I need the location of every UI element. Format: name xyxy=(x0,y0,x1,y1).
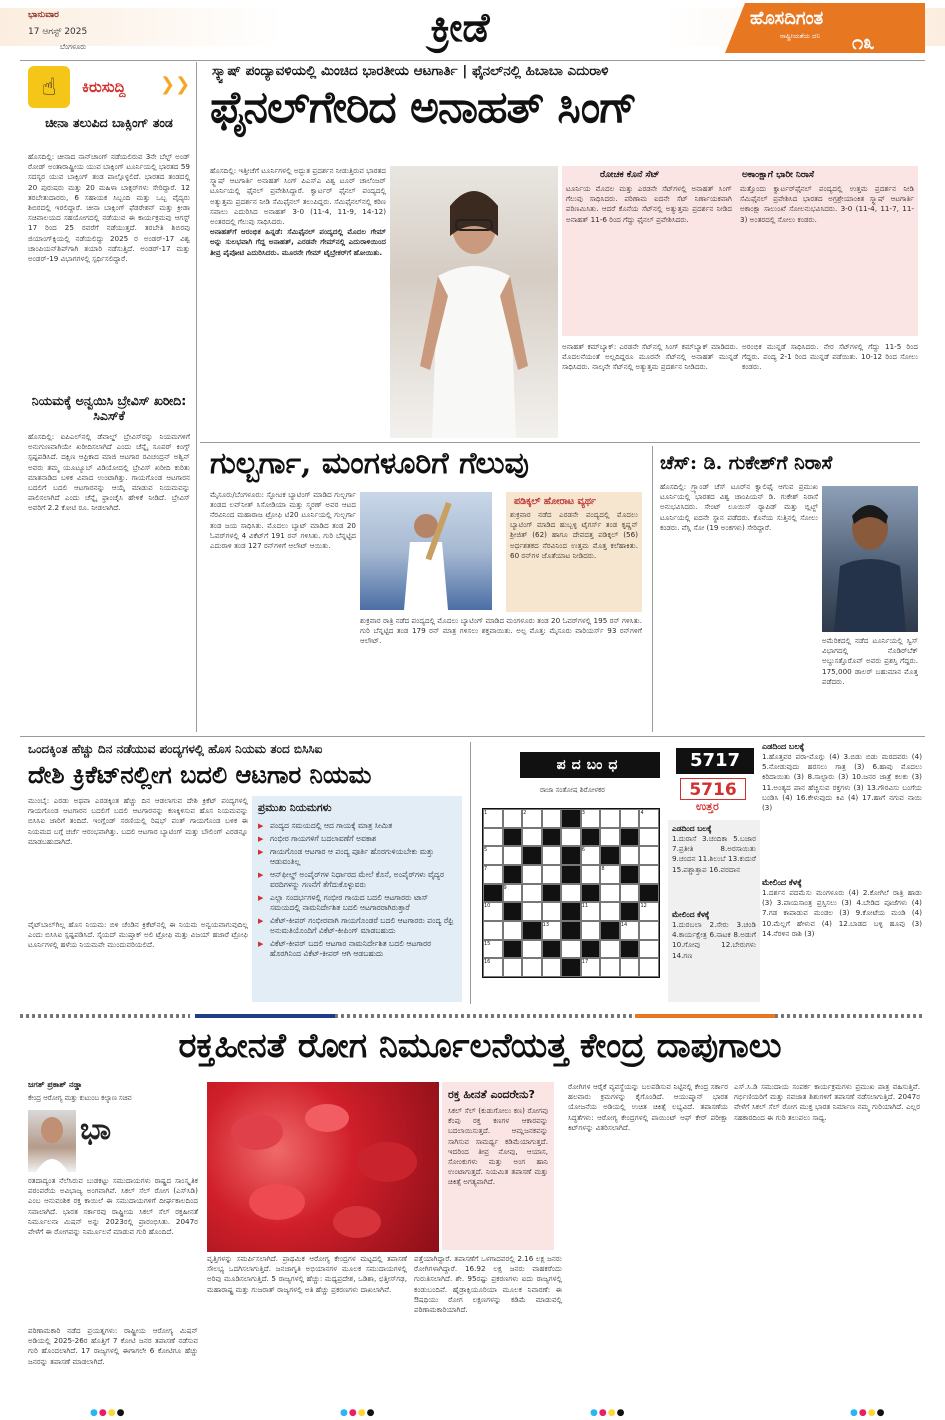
newspaper-logo: ಹೊಸದಿಗಂತ xyxy=(750,8,824,29)
brief-headline: ಚೀನಾ ತಲುಪಿದ ಬಾಕ್ಸಿಂಗ್ ತಂಡ xyxy=(45,115,173,130)
story-body: ವೈಟ್‌ಬಾಲ್‌ಗಿಲ್ಲ ಹೊಸ ನಿಯಮ: ಬಿಳಿ ಚೆಂಡಿನ ಕ್ರಿಕೆಟ್‌ನಲ್ಲಿ ಈ ನಿಯಮ ಅನ್ವಯವಾಗುವುದಿಲ್ಲ ಎಂದು ಬಿಸಿಸಿಐ ಸ್ಪಷ್ಟಪಡಿಸಿದೆ. ಸೈಯದ್ ಮುಷ್ತಾಕ್ ಅಲಿ ಟ್ರೋಫಿ ಮತ್ತು ವಿಜಯ್ ಹಜಾರೆ ಟ್ರೋಫಿ ಟೂರ್ನಿಗಳಲ್ಲಿ ಹಳೆಯ ನಿಯಮವೇ ಮುಂದುವರಿಯಲಿದೆ. xyxy=(28,920,248,950)
author-title: ಕೇಂದ್ರ ಆರೋಗ್ಯ ಮತ್ತು ಕುಟುಂಬ ಕಲ್ಯಾಣ ಸಚಿವ xyxy=(28,1094,132,1102)
crossword-block xyxy=(620,865,640,884)
rule-item: ▶ ಪಂದ್ಯದ ಸಮಯದಲ್ಲಿ ಆದ ಗಾಯಕ್ಕೆ ಮಾತ್ರ ಸೀಮಿತ xyxy=(258,821,456,831)
story-body: ವೃತ್ತಿಗಳನ್ನು ಸಮರ್ಪಿಸಲಾಗಿದೆ. ಪ್ರಾಥಮಿಕ ಆರೋಗ್ಯ ಕೇಂದ್ರಗಳ ಮಟ್ಟದಲ್ಲಿ ತಪಾಸಣೆ ಸೌಲಭ್ಯ ಒದಗಿಸಲಾಗುತ್ತಿದೆ. ಜನಜಾಗೃತಿ ಅಭಿಯಾನಗಳ ಮೂಲಕ ಸಮುದಾಯಗಳಲ್ಲಿ ಅರಿವು ಮೂಡಿಸಲಾಗುತ್ತಿದೆ. 5 ರಾಜ್ಯಗಳಲ್ಲಿ ಹೆಚ್ಚು: ಮಧ್ಯಪ್ರದೇಶ, ಒಡಿಶಾ, ಛತ್ತೀಸ್‌ಗಢ, ಮಹಾರಾಷ್ಟ್ರ ಮತ್ತು ಗುಜರಾತ್ ರಾಜ್ಯಗಳಲ್ಲಿ ಅತಿ ಹೆಚ್ಚು ಪ್ರಕರಣಗಳು ದಾಖಲಾಗಿವೆ. xyxy=(207,1254,407,1294)
print-registration-marks: ●●●● xyxy=(90,1408,126,1418)
answers-across-title: ಎಡದಿಂದ ಬಲಕ್ಕೆ xyxy=(672,824,712,833)
crossword-cell[interactable] xyxy=(542,809,562,828)
rule-item: ▶ ಎಲ್ಲಾ ಸಂದರ್ಭಗಳಲ್ಲಿ ಗಂಭೀರ ಗಾಯದ ಬದಲಿ ಆಟಗಾರರು ಟಾಸ್ ಸಮಯದಲ್ಲಿ ನಾಮನಿರ್ದೇಶಿತ ಬದಲಿ ಆಟಗಾರರಾಗಿರುತ್ತಾರೆ xyxy=(258,893,456,913)
clues-column xyxy=(762,742,922,1004)
crossword-cell[interactable] xyxy=(561,828,581,847)
story-body: ಎಸ್.ಸಿ.ಡಿ ಸಮುದಾಯ ಸಂಪರ್ಕ ಕಾರ್ಯಕ್ರಮಗಳು ಪ್ರಮುಖ ಪಾತ್ರ ವಹಿಸುತ್ತಿವೆ. ಗರ್ಭಿಣಿಯರಿಗೆ ಮತ್ತು ನವಜಾತ ಶಿಶುಗಳಿಗೆ ತಪಾಸಣೆ ನಡೆಸಲಾಗುತ್ತಿದೆ. 2047ರ ವೇಳೆಗೆ ಸಿಕಲ್ ಸೆಲ್ ರೋಗ ಮುಕ್ತ ಭಾರತ ನಿರ್ಮಾಣ ನಮ್ಮ ಗುರಿಯಾಗಿದೆ. ಎಲ್ಲರ ಸಹಕಾರದಿಂದ ಈ ಗುರಿ ತಲುಪಲು ಸಾಧ್ಯ. xyxy=(734,1082,920,1122)
header-day: ಭಾನುವಾರ xyxy=(28,10,59,20)
crossword-block xyxy=(503,940,523,959)
crossword-cell[interactable] xyxy=(600,940,620,959)
sidebar-body: ಟೂರ್ನಿಯ ಮೊದಲ ಮತ್ತು ಎರಡನೇ ಸೆಟ್‌ಗಳಲ್ಲಿ ಅನಾಹತ್ ಸಿಂಗ್ ಗೆಲುವು ಸಾಧಿಸಿದರು. ಪರಿಣಾಮ ಐದನೇ ಸೆಟ್ ನಿರ್ಣಾಯಕವಾಗಿ ಪರಿಣಮಿಸಿತು. ಆದರೆ ಕೊನೆಯ ಸೆಟ್‌ನಲ್ಲಿ ಅತ್ಯುತ್ತಮ ಪ್ರದರ್ಶನ ನೀಡಿದ ಅನಾಹತ್ 11-6 ರಿಂದ ಗೆದ್ದು ಫೈನಲ್ ಪ್ರವೇಶಿಸಿದರು. xyxy=(566,184,732,224)
lead-body: ಅರಂಭಿಕ ಮುನ್ನಡೆ ಸಾಧಿಸಿದರು. ನೇರ ಸೆಟ್‌ಗಳಲ್ಲಿ ಗೆದ್ದು 11-5 ರಿಂದ ಗೆದ್ದರು. ಪಂದ್ಯ 2-1 ರಿಂದ ಮುನ್ನಡೆ ಪಡೆಯಿತು. 10-12 ರಿಂದ ಸೋಲು ಕಂಡರು. xyxy=(742,342,918,372)
story-headline: ರಕ್ತಹೀನತೆ ರೋಗ ನಿರ್ಮೂಲನೆಯತ್ತ ಕೇಂದ್ರ ದಾಪುಗಾಲು xyxy=(178,1026,782,1066)
clues-across: 1.ಹೊತ್ತವರ ಪರಾ-ಮೊಗ್ಗು (4) 3.ಬಿಡು ಬಿಡು ಮರದವರು (4) 5.ನೋಡುವುದು ಹರಸಲು ಗಾತ್ರ (3) 6.ಹಾವು ಮೊದಲು ಕಿರಿದಾಯಿತು (3) 8.ಸಾಲ್ಟಾರು (3) 10.ಜನರ ಜಾತ್ರೆ ಕಲಕು (3) 11.ಅಂತ್ಯದ ಪಾನ ಹೆಚ್ಚಿಸುವ ರಕ್ತಗಳು (3) 13.ಗೌರವಿಸು ಬಂಗೆಯ ಬಂಡಿಸಿ (4) 16.ಕೇಳುವುದು ಕಿವಿ (4) 17.ಹಾಗೆ ನಗುವ ನಾಯಿ (3) xyxy=(762,752,922,813)
crossword-cell[interactable] xyxy=(483,921,503,940)
crossword-cell[interactable]: 5 xyxy=(483,846,503,865)
crossword-block xyxy=(581,940,601,959)
crossword-cell[interactable] xyxy=(522,940,542,959)
column-divider xyxy=(652,446,653,732)
crossword-block xyxy=(542,884,562,903)
crossword-block xyxy=(561,846,581,865)
brief-body: ಹೊಸದಿಲ್ಲಿ: ಚೀನಾದ ನಾನ್‌ಚಾಂಗ್ ನಡೆಯಲಿರುವ 3ನೇ ಬೆಲ್ಟ್ ಅಂಡ್ ರೋಡ್ ಅಂತಾರಾಷ್ಟ್ರೀಯ ಯುವ ಬಾಕ್ಸಿಂಗ್ ಟೂರ್ನಿಯಲ್ಲಿ ಭಾರತದ 59 ಸದಸ್ಯರ ಯುವ ಬಾಕ್ಸಿಂಗ್ ತಂಡ ಪಾಲ್ಗೊಳ್ಳಲಿದೆ. ಭಾರತದ ತಂಡದಲ್ಲಿ 20 ಪುರುಷರು ಮತ್ತು 20 ಮಹಿಳಾ ಬಾಕ್ಸರ್‌ಗಳು ಸೇರಿದ್ದಾರೆ. 12 ತರಬೇತುದಾರರು, 6 ಸಹಾಯಕ ಸಿಬ್ಬಂದಿ ಮತ್ತು ಒಬ್ಬ ವೈದ್ಯರು ಶಿಬಿರದಲ್ಲಿ ಇರಲಿದ್ದಾರೆ. ಚೀನಾ ಬಾಕ್ಸಿಂಗ್ ಫೆಡರೇಶನ್ ಮತ್ತು ಕ್ರೀಡಾ ಸಚಿವಾಲಯದ ಸಹಯೋಗದಲ್ಲಿ ನಡೆಯುವ ಈ ಕಾರ್ಯಕ್ರಮವು ಆಗಸ್ಟ್ 17 ರಿಂದ 25 ರವರೆಗೆ ನಡೆಯುತ್ತದೆ. ತರಬೇತಿ ಶಿಬಿರವು ಜಿಯಾಂಗ್‌ಕ್ಸಿಯಲ್ಲಿ ನಡೆಯಲಿದ್ದು 2025 ರ ಅಂಡರ್-17 ವಿಶ್ವ ಚಾಂಪಿಯನ್‌ಶಿಪ್‌ಗಾಗಿ ತಯಾರಿ ನಡೆಸುತ್ತಿದೆ. ಅಂಡರ್-17 ಮತ್ತು ಅಂಡರ್-19 ವಿಭಾಗಗಳಲ್ಲಿ ಸ್ಪರ್ಧಿಸಲಿದ್ದಾರೆ. xyxy=(28,152,190,264)
clues-across-title: ಎಡದಿಂದ ಬಲಕ್ಕೆ xyxy=(762,742,805,751)
crossword-cell[interactable] xyxy=(639,828,659,847)
anemia-sidebar xyxy=(442,1082,554,1250)
crossword-block xyxy=(561,958,581,977)
crossword-cell[interactable] xyxy=(503,958,523,977)
lead-kicker: ಸ್ಕ್ವಾಷ್ ಪಂದ್ಯಾವಳಿಯಲ್ಲಿ ಮಿಂಚಿದ ಭಾರತೀಯ ಆಟಗಾರ್ತಿ | ಫೈನಲ್‌ನಲ್ಲಿ ಹಿಬಾಬಾ ಎದುರಾಳಿ xyxy=(212,63,609,79)
brief-headline: ನಿಯಮಕ್ಕೆ ಅನ್ವಯಿಸಿ ಬ್ರೇವಿಸ್ ಖರೀದಿ: ಸಿಎಸ್‌ಕೆ xyxy=(31,393,187,423)
story-body: ರೋಗಿಗಳ ಆರೈಕೆ ವ್ಯವಸ್ಥೆಯನ್ನು ಬಲಪಡಿಸುವ ನಿಟ್ಟಿನಲ್ಲಿ ಕೇಂದ್ರ ಸರ್ಕಾರ ಹಲವಾರು ಕ್ರಮಗಳನ್ನು ಕೈಗೊಂಡಿದೆ. ಆಯುಷ್ಮಾನ್ ಭಾರತ ಯೋಜನೆಯ ಅಡಿಯಲ್ಲಿ ಉಚಿತ ಚಿಕಿತ್ಸೆ ಲಭ್ಯವಿದೆ. ತಪಾಸಣೆಯ ಸಿದ್ಧತೆಗಳು: ಆರೋಗ್ಯ ಕೇಂದ್ರಗಳಲ್ಲಿ ಪಾಯಿಂಟ್ ಆಫ್ ಕೇರ್ ಪರೀಕ್ಷಾ ಕಿಟ್‌ಗಳನ್ನು ವಿತರಿಸಲಾಗಿದೆ. xyxy=(568,1082,728,1132)
divider-strip xyxy=(20,1014,190,1018)
crossword-cell[interactable]: 14 xyxy=(620,921,640,940)
crossword-cell[interactable] xyxy=(600,828,620,847)
crossword-block xyxy=(620,940,640,959)
gukesh-photo xyxy=(822,486,918,632)
author-name: ಜಗತ್ ಪ್ರಕಾಶ್ ನಡ್ಡಾ xyxy=(28,1080,83,1089)
rule-item: ▶ ಗಂಭೀರ ಗಾಯಗಳಿಗೆ ಬದಲಾವಣೆಗೆ ಅವಕಾಶ xyxy=(258,834,456,844)
divider-strip xyxy=(775,1014,925,1018)
crossword-cell[interactable] xyxy=(542,958,562,977)
clues-down-title: ಮೇಲಿಂದ ಕೆಳಕ್ಕೆ xyxy=(762,878,802,887)
crossword-cell[interactable] xyxy=(639,865,659,884)
crossword-cell[interactable]: 17 xyxy=(581,958,601,977)
answer-number: 5716 xyxy=(680,778,746,800)
cricketer-photo xyxy=(360,492,492,610)
sidebar-body: ಸಿಕಲ್ ಸೆಲ್ (ಕುಡುಗೋಲು ಕಣ) ರೋಗವು ಕೆಂಪು ರಕ್ತ ಕಣಗಳ ಆಕಾರವನ್ನು ಬದಲಾಯಿಸುತ್ತದೆ. ಆಮ್ಲಜನಕವನ್ನು ಸಾಗಿಸುವ ಸಾಮರ್ಥ್ಯ ಕಡಿಮೆಯಾಗುತ್ತದೆ. ಇದರಿಂದ ತೀವ್ರ ನೋವು, ಆಯಾಸ, ಸೋಂಕುಗಳು ಮತ್ತು ಅಂಗ ಹಾನಿ ಉಂಟಾಗುತ್ತದೆ. ನಿಯಮಿತ ತಪಾಸಣೆ ಮತ್ತು ಚಿಕಿತ್ಸೆ ಅಗತ್ಯವಾಗಿದೆ. xyxy=(448,1106,548,1187)
crossword-cell[interactable] xyxy=(483,828,503,847)
crossword-block xyxy=(503,865,523,884)
crossword-cell[interactable]: 4 xyxy=(639,809,659,828)
hand-pointing-icon: ☝ xyxy=(28,66,70,108)
column-divider xyxy=(196,62,197,732)
crossword-block xyxy=(561,921,581,940)
crossword-cell[interactable] xyxy=(620,958,640,977)
crossword-cell[interactable] xyxy=(522,828,542,847)
crossword-block xyxy=(581,828,601,847)
crossword-grid[interactable] xyxy=(482,808,660,978)
kirusuddi-label: ಕಿರುಸುದ್ದಿ xyxy=(82,78,126,96)
crossword-cell[interactable] xyxy=(522,884,542,903)
lead-body xyxy=(210,166,386,438)
crossword-cell[interactable] xyxy=(639,846,659,865)
crossword-cell[interactable] xyxy=(542,865,562,884)
crossword-cell[interactable] xyxy=(639,940,659,959)
crossword-cell[interactable] xyxy=(620,809,640,828)
crossword-block xyxy=(483,884,503,903)
print-registration-marks: ●●●● xyxy=(850,1408,886,1418)
answers-down-title: ಮೇಲಿಂದ ಕೆಳಕ್ಕೆ xyxy=(672,910,710,919)
column-divider xyxy=(470,742,471,1004)
crossword-block xyxy=(503,902,523,921)
story-headline: ಗುಲ್ಬರ್ಗಾ, ಮಂಗಳೂರಿಗೆ ಗೆಲುವು xyxy=(210,446,529,481)
crossword-cell[interactable] xyxy=(581,865,601,884)
crossword-cell[interactable]: 2 xyxy=(522,809,542,828)
crossword-cell[interactable] xyxy=(522,902,542,921)
sidebar-title: ರಕ್ತ ಹೀನತೆ ಎಂದರೇನು? xyxy=(448,1088,535,1101)
crossword-author: ರಾಜಾ ಸಂತೋಷ ಶಿರೋಳಕರ xyxy=(540,786,605,794)
crossword-cell[interactable]: 13 xyxy=(542,921,562,940)
crossword-block xyxy=(542,940,562,959)
anahat-singh-photo xyxy=(390,166,558,438)
sidebar-title: ಅಕಾಂಕ್ಷಾಗೆ ಭಾರೀ ನಿರಾಸೆ xyxy=(742,170,815,180)
answers-down: 1.ದುರಬಲಾ 2.ಸೇರು 3.ಚಂಡಿ 4.ಕಾರ್ಯಕ್ಷೇತ್ರ 6.ನಾಟಕ 8.ಅಡುಗೆ 10.ಗೋವು 12.ಬೇರುಗಳು 14.ಗಣ xyxy=(672,920,756,960)
crossword-cell[interactable]: 6 xyxy=(581,846,601,865)
rules-title: ಪ್ರಮುಖ ನಿಯಮಗಳು xyxy=(258,802,332,814)
lead-headline: ಫೈನಲ್‌ಗೇರಿದ ಅನಾಹತ್ ಸಿಂಗ್ xyxy=(210,82,637,133)
crossword-cell[interactable]: 7 xyxy=(483,865,503,884)
sidebar-body: ಶುಕ್ರವಾರ ನಡೆದ ಎರಡನೇ ಪಂದ್ಯದಲ್ಲಿ ಮೊದಲು ಬ್ಯಾಟಿಂಗ್ ಮಾಡಿದ ಹುಬ್ಬಳ್ಳಿ ಟೈಗರ್ಸ್ ತಂಡ ಕೃಷ್ಣನ್ ಶ್ರೀಜಿತ್ (62) ಹಾಗೂ ದೇವದತ್ತ ಪಡಿಕ್ಕಲ್ (56) ಅರ್ಧಶತಕದ ನೆರವಿನಿಂದ ಉತ್ತಮ ಮೊತ್ತ ಕಲೆಹಾಕಿತು. 60 ರನ್‌ಗಳ ಜೊತೆಯಾಟ ನೀಡಿದರು. xyxy=(510,510,638,560)
rule-item: ▶ ವಿಕೆಟ್-ಕೀಪರ್ ಗಂಭೀರವಾಗಿ ಗಾಯಗೊಂಡರೆ ಬದಲಿ ಆಟಗಾರರು ಪಂದ್ಯ ರೆಫ್ರಿ ಅನುಮತಿಯೊಂದಿಗೆ ವಿಕೆಟ್-ಕೀಪಿಂಗ್ ಮಾಡಬಹುದು xyxy=(258,916,456,936)
crossword-cell[interactable] xyxy=(522,865,542,884)
crossword-block xyxy=(620,828,640,847)
crossword-cell[interactable] xyxy=(639,958,659,977)
crossword-block xyxy=(522,921,542,940)
crossword-block xyxy=(600,921,620,940)
crossword-cell[interactable] xyxy=(503,846,523,865)
crossword-block xyxy=(561,902,581,921)
story-body: ಮೈಸೂರು/ಬೆಂಗಳೂರು: ಸ್ಫೋಟಕ ಬ್ಯಾಟಿಂಗ್ ಮಾಡಿದ ಗುಲ್ಬರ್ಗಾ ತಂಡದ ಲವ್‌ನೀತ್ ಸಿಸೋಡಿಯಾ ಮತ್ತು ಸ್ಮರಣ್ ಅವರ ಆಟದ ನೆರವಿನಿಂದ ಮಹಾರಾಜ ಟ್ರೋಫಿ ಟಿ20 ಟೂರ್ನಿಯಲ್ಲಿ ಗುಲ್ಬರ್ಗಾ ತಂಡ ಜಯ ಸಾಧಿಸಿತು. ಮೊದಲು ಬ್ಯಾಟ್ ಮಾಡಿದ ತಂಡ 20 ಓವರ್‌ಗಳಲ್ಲಿ 4 ವಿಕೆಟ್‌ಗೆ 191 ರನ್ ಗಳಿಸಿತು. ಗುರಿ ಬೆನ್ನಟ್ಟಿದ ಎದುರಾಳಿ ತಂಡ 127 ರನ್‌ಗಳಿಗೆ ಆಲೌಟ್ ಆಯಿತು. xyxy=(210,490,356,551)
header-rule xyxy=(20,60,925,61)
crossword-cell[interactable] xyxy=(639,921,659,940)
crossword-cell[interactable]: 1 xyxy=(483,809,503,828)
answer-label: ಉತ್ತರ xyxy=(696,800,719,813)
lead-body: ಅನಾಹತ್ ಕಮ್‌ಬ್ಯಾಕ್: ಎರಡನೇ ಸೆಟ್‌ನಲ್ಲಿ ಸಿಂಗ್ ಕಮ್‌ಬ್ಯಾಕ್ ಮಾಡಿದರು. ಮೊದಲನೆಯಂತೆ ಅಲ್ಲದಿದ್ದರೂ ಮೂರನೇ ಸೆಟ್‌ನಲ್ಲಿ ಅನಾಹತ್ ಮುನ್ನಡೆ ಸಾಧಿಸಿದರು. ನಾಲ್ಕನೇ ಸೆಟ್‌ನಲ್ಲಿ ಅತ್ಯುತ್ತಮ ಪ್ರದರ್ಶನ ನೀಡಿದರು. xyxy=(562,342,738,372)
crossword-cell[interactable] xyxy=(542,846,562,865)
crossword-cell[interactable] xyxy=(600,809,620,828)
crossword-number: 5717 xyxy=(676,748,754,774)
crossword-cell[interactable] xyxy=(620,884,640,903)
blood-cells-photo xyxy=(207,1082,439,1252)
answer-grid-box xyxy=(668,820,760,1002)
story-body: ಪರಿಣಾಮಕಾರಿ ನಡೆದ ಪ್ರಯತ್ನಗಳು: ರಾಷ್ಟ್ರೀಯ ಆರೋಗ್ಯ ಮಿಷನ್ ಅಡಿಯಲ್ಲಿ 2025-26ರ ಹೊತ್ತಿಗೆ 7 ಕೋಟಿ ಜನರ ತಪಾಸಣೆ ನಡೆಸುವ ಗುರಿ ಹೊಂದಲಾಗಿದೆ. 17 ರಾಜ್ಯಗಳಲ್ಲಿ ಈಗಾಗಲೇ 6 ಕೋಟಿಗೂ ಹೆಚ್ಚು ಜನರನ್ನು ತಪಾಸಣೆ ಮಾಡಲಾಗಿದೆ. xyxy=(28,1326,198,1366)
divider-strip xyxy=(335,1014,635,1018)
crossword-block xyxy=(561,865,581,884)
masthead xyxy=(0,0,945,58)
section-rule xyxy=(200,442,920,443)
crossword-cell[interactable]: 11 xyxy=(581,902,601,921)
crossword-cell[interactable] xyxy=(600,902,620,921)
chevron-right-icon: ❯❯ xyxy=(160,74,191,95)
divider-strip xyxy=(195,1014,335,1018)
crossword-block xyxy=(561,809,581,828)
page-number: ೧೩ xyxy=(852,30,875,54)
story-headline: ಚೆಸ್: ಡಿ. ಗುಕೇಶ್‌ಗೆ ನಿರಾಸೆ xyxy=(660,452,833,474)
crossword-cell[interactable] xyxy=(522,958,542,977)
crossword-cell[interactable]: 10 xyxy=(483,902,503,921)
answers-across: 1.ದುರಾಸೆ 3.ಚಂದಿಕಾ 5.ಬಜಾರ 7.ಪ್ರತೀತಿ 8.ಅರಸಾಯಿತು 9.ಚಂದನ 11.ಶಿಲುಬೆ 13.ಕುದುರೆ 15.ಪಶ್ಚಾತ್ತಾಪ 16.ವರದಾನ xyxy=(672,834,756,874)
crossword-cell[interactable]: 8 xyxy=(600,865,620,884)
story-body: ಮುಂಬೈ: ಎರಡು ಅಥವಾ ಎರಡಕ್ಕಿಂತ ಹೆಚ್ಚು ದಿನ ಆಡಲಾಗುವ ದೇಶಿ ಕ್ರಿಕೆಟ್ ಪಂದ್ಯಗಳಲ್ಲಿ ಗಾಯಗೊಂಡ ಆಟಗಾರನ ಬದಲಿಗೆ ಬದಲಿ ಆಟಗಾರನನ್ನು ಕಣಕ್ಕಿಳಿಸುವ ಹೊಸ ನಿಯಮವನ್ನು ಬಿಸಿಸಿಐ ಜಾರಿಗೆ ತಂದಿದೆ. ಇಂಗ್ಲೆಂಡ್ ಸರಣಿಯಲ್ಲಿ ರಿಷಭ್ ಪಂತ್ ಗಾಯಗೊಂಡ ಬಳಿಕ ಈ ನಿಯಮದ ಬಗ್ಗೆ ಚರ್ಚೆ ಆರಂಭವಾಗಿತ್ತು. ಬದಲಿ ಆಟಗಾರ ಬ್ಯಾಟಿಂಗ್ ಮತ್ತು ಬೌಲಿಂಗ್ ಎರಡನ್ನೂ ಮಾಡಬಹುದಾಗಿದೆ. xyxy=(28,796,248,846)
crossword-cell[interactable]: 9 xyxy=(503,884,523,903)
crossword-cell[interactable] xyxy=(581,921,601,940)
newspaper-tagline: ರಾಷ್ಟ್ರೀಯತೆಯ ದನಿ xyxy=(780,32,820,40)
crossword-cell[interactable]: 16 xyxy=(483,958,503,977)
section-title: ಕ್ರೀಡೆ xyxy=(430,4,490,51)
rule-item: ▶ ಗಾಯಗೊಂಡ ಆಟಗಾರ ಆ ಪಂದ್ಯ ಪೂರ್ತಿ ಹೊರಗುಳಿಯಬೇಕು ಮತ್ತು ಆಡುವಂತಿಲ್ಲ xyxy=(258,847,456,867)
crossword-cell[interactable] xyxy=(600,958,620,977)
crossword-block xyxy=(581,884,601,903)
rule-item: ▶ ವಿಕೆಟ್-ಕೀಪರ್ ಬದಲಿ ಆಟಗಾರ ನಾಮನಿರ್ದೇಶಿತ ಬದಲಿ ಆಟಗಾರರ ಹೊರಗಿನಿಂದ ವಿಕೆಟ್-ಕೀಪರ್ ಆಗಿ ಆಡಬಹುದು xyxy=(258,939,456,959)
crossword-block xyxy=(503,828,523,847)
crossword-cell[interactable] xyxy=(542,902,562,921)
print-registration-marks: ●●●● xyxy=(590,1408,626,1418)
crossword-block xyxy=(542,828,562,847)
story-body: ರತದಾದ್ಯಂತ ನೆಲೆಸಿರುವ ಬುಡಕಟ್ಟು ಸಮುದಾಯಗಳು ರಾಷ್ಟ್ರದ ಸಾಂಸ್ಕೃತಿಕ ಪರಂಪರೆಯ ಅವಿಭಾಜ್ಯ ಅಂಗವಾಗಿವೆ. ಸಿಕಲ್ ಸೆಲ್ ರೋಗ (ಎಸ್‌ಸಿಡಿ) ಎಂಬ ಆನುವಂಶಿಕ ರಕ್ತ ಕಾಯಿಲೆ ಈ ಸಮುದಾಯಗಳಿಗೆ ದೀರ್ಘಕಾಲದಿಂದ ಸವಾಲಾಗಿದೆ. ಭಾರತ ಸರ್ಕಾರವು ರಾಷ್ಟ್ರೀಯ ಸಿಕಲ್ ಸೆಲ್ ರಕ್ತಹೀನತೆ ನಿರ್ಮೂಲನಾ ಮಿಷನ್ ಅನ್ನು 2023ರಲ್ಲಿ ಪ್ರಾರಂಭಿಸಿತು. 2047ರ ವೇಳೆಗೆ ಈ ರೋಗವನ್ನು ನಿರ್ಮೂಲನೆ ಮಾಡುವ ಗುರಿ ಹೊಂದಿದೆ. xyxy=(28,1176,198,1237)
section-rule xyxy=(20,736,925,737)
crossword-cell[interactable] xyxy=(600,884,620,903)
header-location: ಬೆಂಗಳೂರು xyxy=(60,43,87,51)
header-date: 17 ಆಗಸ್ಟ್ 2025 xyxy=(28,27,88,37)
story-headline: ದೇಶಿ ಕ್ರಿಕೆಟ್‌ನಲ್ಲೀಗ ಬದಲಿ ಆಟಗಾರ ನಿಯಮ xyxy=(28,760,372,789)
rules-box xyxy=(252,796,462,1002)
sidebar-title: ಪಡಿಕ್ಕಲ್ ಹೋರಾಟ ವ್ಯರ್ಥ xyxy=(514,496,596,507)
story-body: ಶುಕ್ರವಾರ ರಾತ್ರಿ ನಡೆದ ಪಂದ್ಯದಲ್ಲಿ ಮೊದಲು ಬ್ಯಾಟಿಂಗ್ ಮಾಡಿದ ಮಂಗಳೂರು ತಂಡ 20 ಓವರ್‌ಗಳಲ್ಲಿ 195 ರನ್ ಗಳಿಸಿತು. ಗುರಿ ಬೆನ್ನಟ್ಟಿದ ತಂಡ 179 ರನ್ ಮಾತ್ರ ಗಳಿಸಲು ಶಕ್ತವಾಯಿತು. ಅಲ್ಪ ಮೊತ್ತ: ಮೈಸೂರು ವಾರಿಯರ್ಸ್ 93 ರನ್‌ಗಳಿಗೆ ಆಲೌಟ್. xyxy=(360,616,642,646)
crossword-cell[interactable] xyxy=(503,809,523,828)
divider-strip xyxy=(635,1014,775,1018)
story-body: ಹೊಸದಿಲ್ಲಿ: ಗ್ರ್ಯಾಂಡ್ ಚೆಸ್ ಟೂರ್‌ನ ಕ್ವಾಲಿಫೈ ಆಗುವ ಪ್ರಮುಖ ಟೂರ್ನಿಯಲ್ಲಿ ಭಾರತದ ವಿಶ್ವ ಚಾಂಪಿಯನ್ ಡಿ. ಗುಕೇಶ್ ನಿರಾಸೆ ಅನುಭವಿಸಿದರು. ಸೇಂಟ್ ಲೂಯಿಸ್ ರ‍್ಯಾಪಿಡ್ ಮತ್ತು ಬ್ಲಿಟ್ಜ್ ಟೂರ್ನಿಯಲ್ಲಿ ಐದನೇ ಸ್ಥಾನ ಪಡೆದರು. ಕೊನೆಯ ಸುತ್ತಿನಲ್ಲಿ ಸೋಲು ಕಂಡರು. ವೆಸ್ಲಿ ಸೋ (19 ಅಂಕಗಳು) ಸೇರಿದ್ದಾರೆ. xyxy=(660,482,818,532)
lead-body-p1: ಹೊಸದಿಲ್ಲಿ: ಇತ್ತೀಚೆಗೆ ಟೂರ್ನಿಗಳಲ್ಲಿ ಅದ್ಭುತ ಪ್ರದರ್ಶನ ನೀಡುತ್ತಿರುವ ಭಾರತದ ಸ್ಕ್ವಾಷ್ ಆಟಗಾರ್ತಿ ಅನಾಹತ್ ಸಿಂಗ್ ಪಿಎಸ್‌ಎ ವಿಶ್ವ ಟೂರ್ ಚಾಲೆಂಜರ್ ಟೂರ್ನಿಯಲ್ಲಿ ಫೈನಲ್ ಪ್ರವೇಶಿಸಿದ್ದಾರೆ. ಕ್ವಾರ್ಟರ್ ಫೈನಲ್ ಪಂದ್ಯದಲ್ಲಿ ಅತ್ಯುತ್ತಮ ಪ್ರದರ್ಶನ ನೀಡಿ ಸೆಮಿಫೈನಲ್ ತಲುಪಿದ್ದರು. ಸೆಮಿಫೈನಲ್‌ನಲ್ಲಿ ಕಠಿಣ ಸವಾಲು ಎದುರಿಸಿದ ಅನಾಹತ್ 3-0 (11-4, 11-9, 14-12) ಅಂತರದಲ್ಲಿ ಗೆಲುವು ಸಾಧಿಸಿದರು. xyxy=(210,166,386,227)
print-registration-marks: ●●●● xyxy=(340,1408,376,1418)
crossword-cell[interactable]: 12 xyxy=(639,902,659,921)
lead-body-p2: ಅನಾಹತ್‌ಗೆ ಆರಂಭಿಕ ಹಿನ್ನಡೆ: ಸೆಮಿಫೈನಲ್ ಪಂದ್ಯದಲ್ಲಿ ಮೊದಲ ಗೇಮ್ ಅನ್ನು ಸುಲಭವಾಗಿ ಗೆದ್ದ ಅನಾಹತ್, ಎರಡನೇ ಗೇಮ್‌ನಲ್ಲಿ ಎದುರಾಳಿಯಿಂದ ತೀವ್ರ ಪೈಪೋಟಿ ಎದುರಿಸಿದರು. ಮೂರನೇ ಗೇಮ್ ಟೈಬ್ರೇಕರ್‌ಗೆ ಹೋಯಿತು. xyxy=(210,227,386,257)
sidebar-body: ಮತ್ತೊಂದು ಕ್ವಾರ್ಟರ್‌ಫೈನಲ್ ಪಂದ್ಯದಲ್ಲಿ ಉತ್ತಮ ಪ್ರದರ್ಶನ ನೀಡಿ ಸೆಮಿಫೈನಲ್ ಪ್ರವೇಶಿಸಿದ ಭಾರತದ ಅಗ್ರಶ್ರೇಯಾಂಕಿತ ಸ್ಕ್ವಾಷ್ ಆಟಗಾರ್ತಿ ಅಕಾಂಕ್ಷಾ ಸಾಲುಂಖೆ ಸೋಲನುಭವಿಸಿದರು. 3-0 (11-4, 11-7, 11-3) ಅಂತರದಲ್ಲಿ ಸೋಲು ಕಂಡರು. xyxy=(740,184,914,224)
crossword-title: ಪದಬಂಧ xyxy=(520,752,660,778)
crossword-cell[interactable]: 15 xyxy=(483,940,503,959)
sidebar-title: ರೋಚಕ ಕೊನೆ ಸೆಟ್ xyxy=(600,170,660,180)
crossword-cell[interactable] xyxy=(503,921,523,940)
crossword-cell[interactable] xyxy=(561,940,581,959)
rule-item: ▶ ಆನ್‌ಫೀಲ್ಡ್ ಅಂಪೈರ್‌ಗಳ ನಿರ್ಧಾರದ ಮೇಲೆ ಕೊನೆ, ಅಂಪೈರ್‌ಗಳು ವೈದ್ಯರ ವರದಿಗಳನ್ನು ಗಣನೆಗೆ ತೆಗೆದುಕೊಳ್ಳುವರು xyxy=(258,870,456,890)
crossword-cell[interactable]: 3 xyxy=(581,809,601,828)
crossword-block xyxy=(639,884,659,903)
crossword-block xyxy=(600,846,620,865)
story-body: ಅಮೆರಿಕದಲ್ಲಿ ನಡೆದ ಟೂರ್ನಿಯಲ್ಲಿ ಸ್ವಿಸ್ ವಿಭಾಗದಲ್ಲಿ ನೊಡಿರ್‌ಬೆಕ್ ಅಬ್ದುಸತ್ತೊರೊವ್ ಅವರು ಪ್ರಶಸ್ತಿ ಗೆದ್ದರು. 175,000 ಡಾಲರ್ ಬಹುಮಾನ ಮೊತ್ತ ಪಡೆದರು. xyxy=(822,636,918,686)
dropcap: ಭಾ xyxy=(80,1112,112,1147)
crossword-cell[interactable] xyxy=(620,846,640,865)
crossword-block xyxy=(620,902,640,921)
crossword-block xyxy=(522,846,542,865)
story-kicker: ಒಂದಕ್ಕಿಂತ ಹೆಚ್ಚು ದಿನ ನಡೆಯುವ ಪಂದ್ಯಗಳಲ್ಲಿ ಹೊಸ ನಿಯಮ ತಂದ ಬಿಸಿಸಿಐ xyxy=(28,742,323,756)
author-photo xyxy=(28,1110,76,1172)
story-body: ಪತ್ತೆಯಾಗಿದ್ದಾರೆ. ತಪಾಸಣೆಗೆ ಒಳಗಾದವರಲ್ಲಿ 2.16 ಲಕ್ಷ ಜನರು ರೋಗಿಗಳಾಗಿದ್ದಾರೆ. 16.92 ಲಕ್ಷ ಜನರು ವಾಹಕರೆಂದು ಗುರುತಿಸಲಾಗಿದೆ. ಶೇ. 95ರಷ್ಟು ಪ್ರಕರಣಗಳು ಐದು ರಾಜ್ಯಗಳಲ್ಲಿ ಕಂಡುಬಂದಿವೆ. ಹೈಡ್ರಾಕ್ಸಿಯೂರಿಯಾ ಮೂಲಕ ನಿವಾರಣೆ: ಈ ಔಷಧಿಯು ರೋಗ ಲಕ್ಷಣಗಳನ್ನು ಕಡಿಮೆ ಮಾಡುವಲ್ಲಿ ಪರಿಣಾಮಕಾರಿಯಾಗಿದೆ. xyxy=(414,1254,562,1315)
clues-down: 1.ದರ್ಶನ ಪದಮೆಸು ಮಂಗಳೂರು (4) 2.ಕೋಗಿಲೆ ರಾತ್ರಿ ಹಾಡು (3) 3.ಪಾಯಸಾಂತ್ರ ಪ್ರಸ್ತಿಸಲು (3) 4.ಬೇಡಿದ ಪೂಜೆಗಳು (4) 7.ಗಡ ಕಾಪಾಡುವ ಮಂಡಲ (3) 9.ಕೋಟೆಯ ಮಂಡಿ (4) 10.ಮೆಲ್ಲಗೆ ಹೇಳುವ (4) 12.ಬಾಡದ ಬಳ್ಳಿ ಹೂವು (3) 14.ನೆರಳಿನ ರಾಶಿ (3) xyxy=(762,888,922,938)
brief-body: ಹೊಸದಿಲ್ಲಿ: ಐಪಿಎಲ್‌ನಲ್ಲಿ ಡೆವಾಲ್ಡ್ ಬ್ರೇವಿಸ್‌ರನ್ನು ನಿಯಮಗಳಿಗೆ ಅನುಗುಣವಾಗಿಯೇ ಖರೀದಿಸಲಾಗಿದೆ ಎಂದು ಚೆನ್ನೈ ಸೂಪರ್ ಕಿಂಗ್ಸ್ ಸ್ಪಷ್ಟಪಡಿಸಿದೆ. ದಕ್ಷಿಣ ಆಫ್ರಿಕಾದ ಮಾಜಿ ಆಟಗಾರ ರವಿಚಂದ್ರನ್ ಅಶ್ವಿನ್ ಅವರು ತಮ್ಮ ಯೂಟ್ಯೂಬ್ ವಿಡಿಯೋದಲ್ಲಿ ಬ್ರೇವಿಸ್ ಖರೀದಿ ಕುರಿತು ಮಾತನಾಡಿದ ಬಳಿಕ ವಿವಾದ ಉಂಟಾಗಿತ್ತು. ಗಾಯಗೊಂಡ ಆಟಗಾರನ ಬದಲಿಗೆ ಬದಲಿ ಆಟಗಾರನನ್ನು ಆಯ್ಕೆ ಮಾಡುವ ನಿಯಮವನ್ನು ಪಾಲಿಸಲಾಗಿದೆ ಎಂದು ಚೆನ್ನೈ ಫ್ರಾಂಚೈಸಿ ಹೇಳಿಕೆ ನೀಡಿದೆ. ಬ್ರೇವಿಸ್ ಅವರಿಗೆ 2.2 ಕೋಟಿ ರೂ. ನೀಡಲಾಗಿದೆ. xyxy=(28,432,190,513)
crossword-cell[interactable] xyxy=(561,884,581,903)
